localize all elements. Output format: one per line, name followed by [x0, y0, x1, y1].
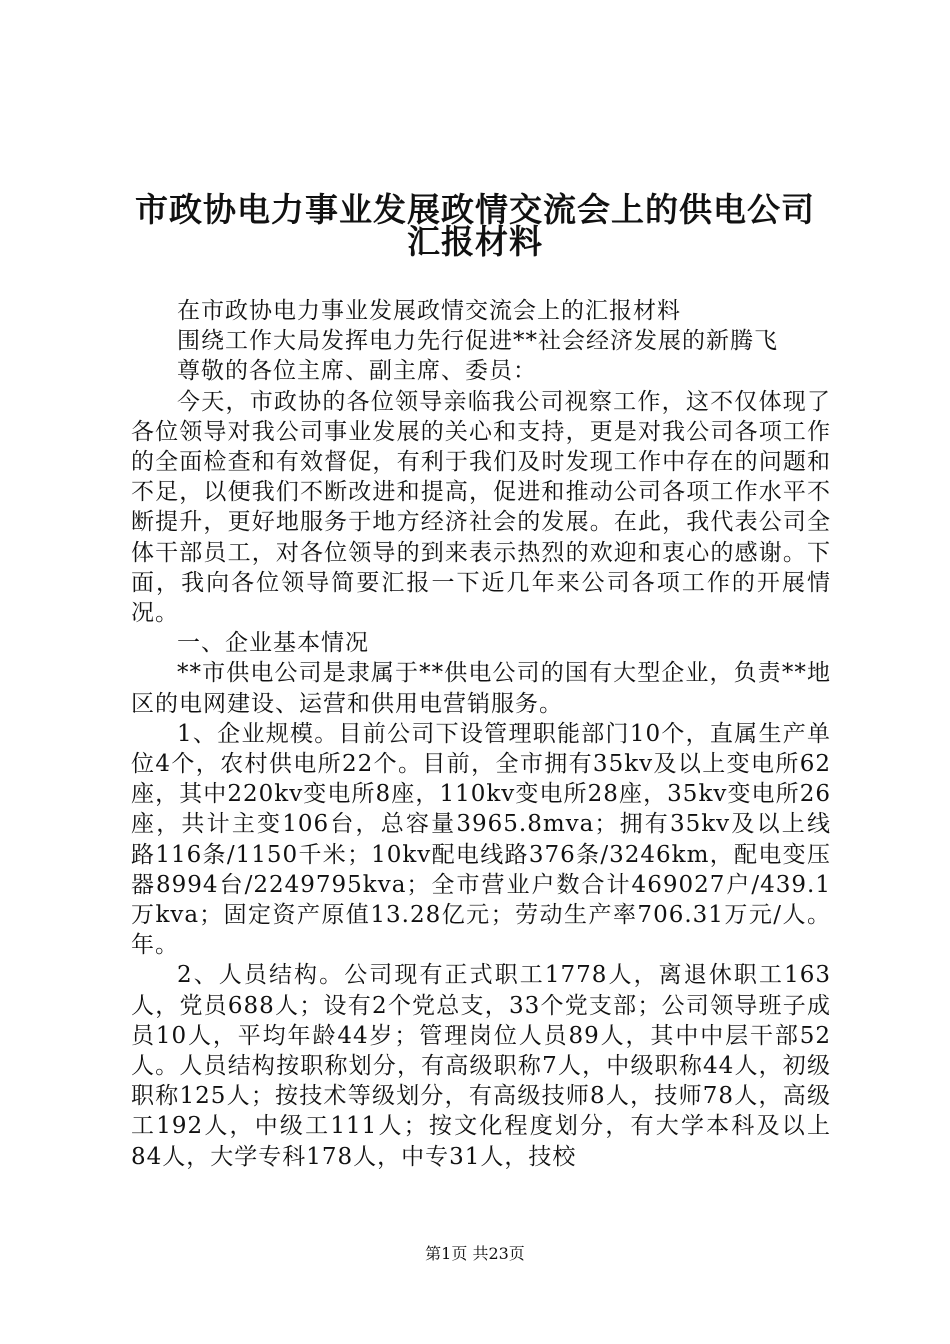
- paragraph-staff: 2、人员结构。公司现有正式职工1778人，离退休职工163人，党员688人；设有2个党总支，33个党支部；公司领导班子成员10人，平均年龄44岁；管理岗位人员89人，其中中层干部52人。人员结构按职称划分，有高级职称7人，中级职称44人，初级职称125人；按技术等级划分，有高级技师8人，技师78人，高级工192人，中级工111人；按文化程度划分，有大学本科及以上84人，大学专科178人，中专31人，技校: [131, 962, 831, 1170]
- paragraph-subtitle: 在市政协电力事业发展政情交流会上的汇报材料: [177, 298, 681, 324]
- page-footer: 第1页 共23页: [425, 1244, 525, 1263]
- paragraph-intro: 今天，市政协的各位领导亲临我公司视察工作，这不仅体现了各位领导对我公司事业发展的关心和支持，更是对我公司各项工作的全面检查和有效督促，有利于我们及时发现工作中存在的问题和不足，以便我们不断改进和提高，促进和推动公司各项工作水平不断提升，更好地服务于地方经济社会的发展。在此，我代表公司全体干部员工，对各位领导的到来表示热烈的欢迎和衷心的感谢。下面，我向各位领导简要汇报一下近几年来公司各项工作的开展情况。: [131, 388, 831, 627]
- paragraph-company: **市供电公司是隶属于**供电公司的国有大型企业，负责**地区的电网建设、运营和供用电营销服务。: [131, 660, 831, 717]
- section-heading: 一、企业基本情况: [177, 630, 369, 657]
- document-title-line-1: 市政协电力事业发展政情交流会上的供电公司: [135, 190, 815, 229]
- paragraph-salutation: 尊敬的各位主席、副主席、委员：: [177, 358, 537, 385]
- document-body: [131, 296, 831, 1172]
- document-title-line-2: 汇报材料: [407, 222, 543, 261]
- paragraph-theme: 围绕工作大局发挥电力先行促进**社会经济发展的新腾飞: [177, 328, 778, 355]
- paragraph-scale: 1、企业规模。目前公司下设管理职能部门10个，直属生产单位4个，农村供电所22个。目前，全市拥有35kv及以上变电所62座，其中220kv变电所8座，110kv变电所28座，35kv变电所26座，共计主变106台，总容量3965.8mva；拥有35kv及以上线路116条/1150千米；10kv配电线路376条/3246km，配电变压器8994台/2249795kva；全市营业户数合计469027户/439.1万kva；固定资产原值13.28亿元；劳动生产率706.31万元/人。年。: [131, 720, 831, 959]
